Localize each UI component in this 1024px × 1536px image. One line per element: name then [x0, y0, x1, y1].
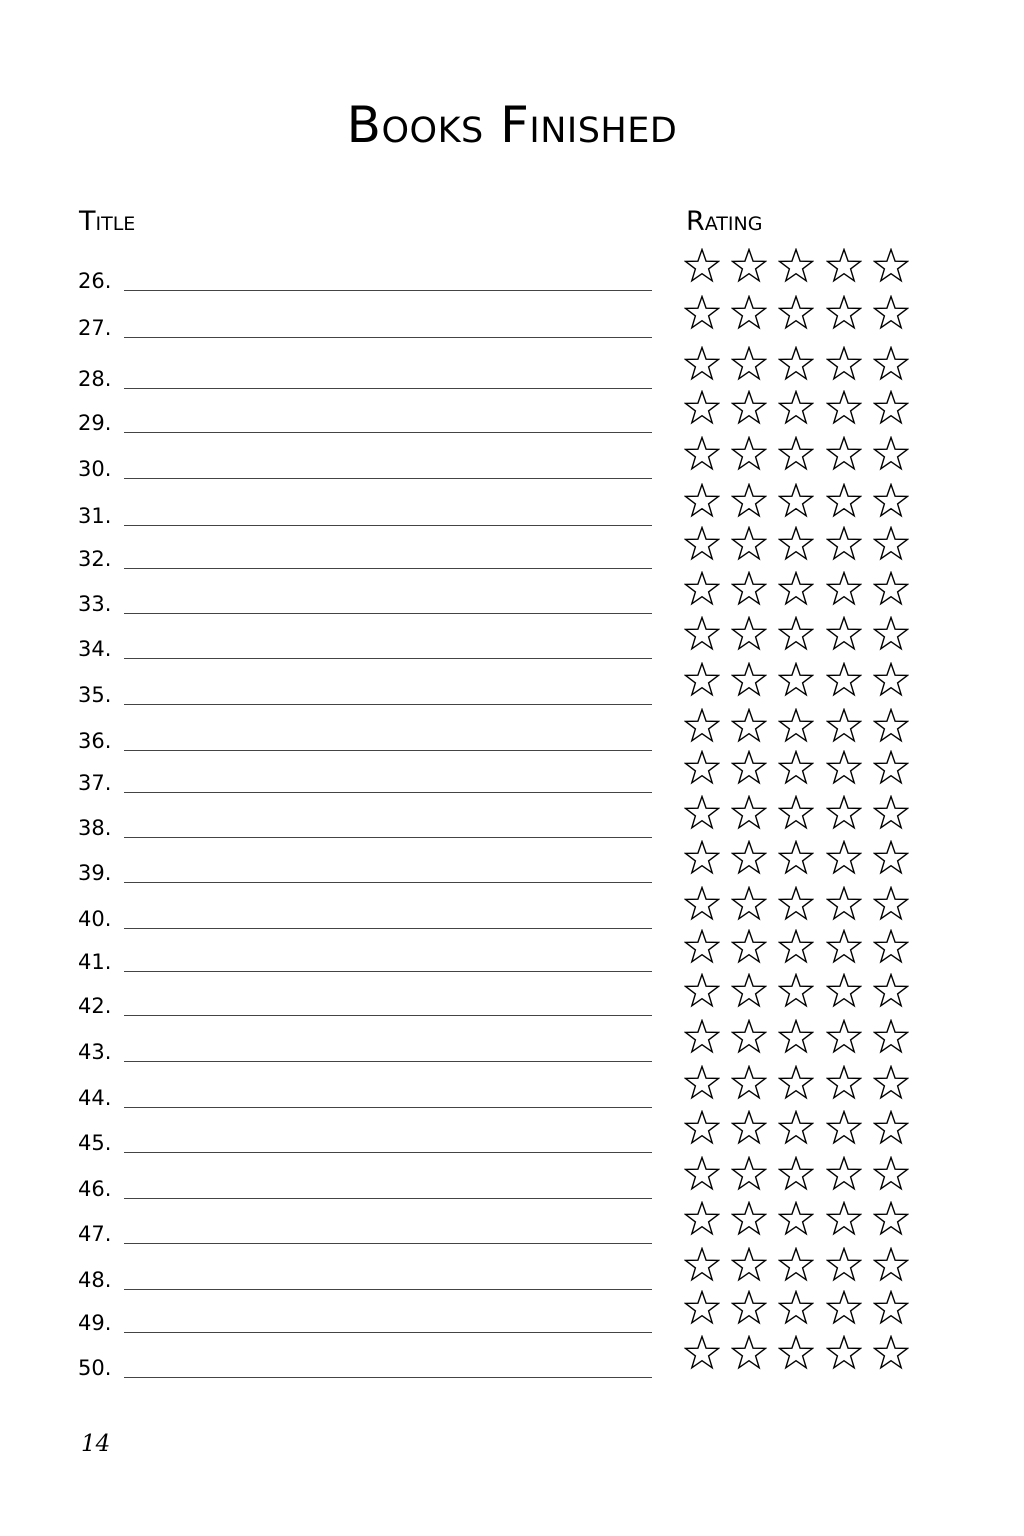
row-number: 44.	[78, 1086, 112, 1110]
star-outline-icon[interactable]	[731, 1290, 767, 1326]
title-entry-line[interactable]	[124, 613, 652, 614]
star-outline-icon[interactable]	[778, 248, 814, 284]
title-entry-line[interactable]	[124, 750, 652, 751]
star-outline-icon[interactable]	[873, 662, 909, 698]
star-outline-icon[interactable]	[826, 795, 862, 831]
star-outline-icon[interactable]	[778, 840, 814, 876]
star-outline-icon[interactable]	[731, 973, 767, 1009]
star-outline-icon[interactable]	[826, 571, 862, 607]
star-outline-icon[interactable]	[684, 973, 720, 1009]
star-outline-icon[interactable]	[731, 390, 767, 426]
star-rating	[684, 571, 914, 611]
star-outline-icon[interactable]	[684, 295, 720, 331]
star-outline-icon[interactable]	[684, 708, 720, 744]
star-outline-icon[interactable]	[731, 1335, 767, 1371]
star-outline-icon[interactable]	[873, 436, 909, 472]
star-outline-icon[interactable]	[826, 1335, 862, 1371]
star-outline-icon[interactable]	[684, 795, 720, 831]
star-outline-icon[interactable]	[731, 840, 767, 876]
star-outline-icon[interactable]	[778, 526, 814, 562]
star-outline-icon[interactable]	[826, 662, 862, 698]
page-title: Books Finished	[346, 96, 678, 154]
star-rating	[684, 662, 914, 702]
star-outline-icon[interactable]	[826, 1156, 862, 1192]
star-outline-icon[interactable]	[826, 436, 862, 472]
star-outline-icon[interactable]	[684, 616, 720, 652]
star-rating	[684, 295, 914, 335]
title-entry-line[interactable]	[124, 658, 652, 659]
row-number: 43.	[78, 1040, 112, 1064]
star-outline-icon[interactable]	[778, 1335, 814, 1371]
row-number: 49.	[78, 1311, 112, 1335]
star-outline-icon[interactable]	[731, 436, 767, 472]
row-number: 50.	[78, 1356, 112, 1380]
title-entry-line[interactable]	[124, 478, 652, 479]
star-outline-icon[interactable]	[731, 1110, 767, 1146]
row-number: 39.	[78, 861, 112, 885]
star-rating	[684, 750, 914, 790]
title-entry-line[interactable]	[124, 1152, 652, 1153]
star-rating	[684, 346, 914, 386]
star-outline-icon[interactable]	[731, 1156, 767, 1192]
star-rating	[684, 390, 914, 430]
star-rating	[684, 708, 914, 748]
star-outline-icon[interactable]	[826, 929, 862, 965]
star-outline-icon[interactable]	[826, 346, 862, 382]
star-outline-icon[interactable]	[778, 750, 814, 786]
star-outline-icon[interactable]	[778, 1019, 814, 1055]
book-row	[0, 1355, 1024, 1401]
title-entry-line[interactable]	[124, 882, 652, 883]
star-outline-icon[interactable]	[684, 1335, 720, 1371]
star-outline-icon[interactable]	[684, 1110, 720, 1146]
star-outline-icon[interactable]	[778, 295, 814, 331]
title-entry-line[interactable]	[124, 704, 652, 705]
star-rating	[684, 526, 914, 566]
star-outline-icon[interactable]	[684, 1290, 720, 1326]
row-number: 36.	[78, 729, 112, 753]
title-entry-line[interactable]	[124, 1198, 652, 1199]
star-outline-icon[interactable]	[778, 390, 814, 426]
title-entry-line[interactable]	[124, 971, 652, 972]
title-entry-line[interactable]	[124, 1332, 652, 1333]
star-outline-icon[interactable]	[873, 248, 909, 284]
star-outline-icon[interactable]	[731, 1065, 767, 1101]
row-number: 40.	[78, 907, 112, 931]
star-outline-icon[interactable]	[731, 483, 767, 519]
star-outline-icon[interactable]	[684, 436, 720, 472]
star-outline-icon[interactable]	[826, 1065, 862, 1101]
star-outline-icon[interactable]	[778, 483, 814, 519]
star-outline-icon[interactable]	[731, 1019, 767, 1055]
star-outline-icon[interactable]	[684, 1201, 720, 1237]
star-outline-icon[interactable]	[778, 1110, 814, 1146]
title-entry-line[interactable]	[124, 568, 652, 569]
star-outline-icon[interactable]	[778, 929, 814, 965]
star-outline-icon[interactable]	[731, 526, 767, 562]
star-outline-icon[interactable]	[873, 526, 909, 562]
star-outline-icon[interactable]	[873, 1201, 909, 1237]
title-entry-line[interactable]	[124, 432, 652, 433]
star-outline-icon[interactable]	[826, 483, 862, 519]
star-outline-icon[interactable]	[684, 346, 720, 382]
star-outline-icon[interactable]	[873, 1247, 909, 1283]
star-outline-icon[interactable]	[731, 571, 767, 607]
star-outline-icon[interactable]	[873, 750, 909, 786]
star-outline-icon[interactable]	[778, 346, 814, 382]
star-outline-icon[interactable]	[826, 526, 862, 562]
star-outline-icon[interactable]	[873, 840, 909, 876]
star-outline-icon[interactable]	[731, 795, 767, 831]
star-outline-icon[interactable]	[826, 750, 862, 786]
star-rating	[684, 248, 914, 288]
row-number: 34.	[78, 637, 112, 661]
star-outline-icon[interactable]	[684, 1247, 720, 1283]
star-outline-icon[interactable]	[873, 1156, 909, 1192]
star-outline-icon[interactable]	[873, 1290, 909, 1326]
star-outline-icon[interactable]	[731, 248, 767, 284]
star-outline-icon[interactable]	[684, 886, 720, 922]
star-rating	[684, 886, 914, 926]
star-outline-icon[interactable]	[778, 616, 814, 652]
star-outline-icon[interactable]	[826, 1201, 862, 1237]
star-rating	[684, 929, 914, 969]
title-entry-line[interactable]	[124, 1289, 652, 1290]
title-entry-line[interactable]	[124, 1377, 652, 1378]
star-outline-icon[interactable]	[684, 1019, 720, 1055]
row-number: 31.	[78, 504, 112, 528]
title-entry-line[interactable]	[124, 928, 652, 929]
title-entry-line[interactable]	[124, 792, 652, 793]
row-number: 28.	[78, 367, 112, 391]
star-outline-icon[interactable]	[778, 571, 814, 607]
star-outline-icon[interactable]	[873, 1065, 909, 1101]
star-outline-icon[interactable]	[684, 1156, 720, 1192]
row-number: 35.	[78, 683, 112, 707]
star-outline-icon[interactable]	[873, 390, 909, 426]
star-outline-icon[interactable]	[826, 616, 862, 652]
star-outline-icon[interactable]	[731, 929, 767, 965]
title-entry-line[interactable]	[124, 1243, 652, 1244]
title-entry-line[interactable]	[124, 837, 652, 838]
title-entry-line[interactable]	[124, 388, 652, 389]
star-outline-icon[interactable]	[731, 662, 767, 698]
star-rating	[684, 616, 914, 656]
star-rating	[684, 1290, 914, 1330]
rating-column-header: Rating	[686, 206, 763, 237]
row-number: 47.	[78, 1222, 112, 1246]
star-rating	[684, 1065, 914, 1105]
star-outline-icon[interactable]	[778, 1247, 814, 1283]
star-outline-icon[interactable]	[826, 390, 862, 426]
star-outline-icon[interactable]	[731, 616, 767, 652]
star-outline-icon[interactable]	[731, 886, 767, 922]
star-outline-icon[interactable]	[826, 886, 862, 922]
star-outline-icon[interactable]	[826, 1247, 862, 1283]
star-outline-icon[interactable]	[778, 1201, 814, 1237]
star-rating	[684, 1019, 914, 1059]
star-outline-icon[interactable]	[826, 1019, 862, 1055]
star-outline-icon[interactable]	[731, 750, 767, 786]
star-outline-icon[interactable]	[873, 929, 909, 965]
star-outline-icon[interactable]	[873, 886, 909, 922]
star-outline-icon[interactable]	[778, 708, 814, 744]
title-entry-line[interactable]	[124, 1107, 652, 1108]
title-entry-line[interactable]	[124, 1015, 652, 1016]
title-entry-line[interactable]	[124, 337, 652, 338]
star-outline-icon[interactable]	[778, 1290, 814, 1326]
star-outline-icon[interactable]	[778, 1156, 814, 1192]
star-outline-icon[interactable]	[684, 390, 720, 426]
star-outline-icon[interactable]	[873, 1335, 909, 1371]
title-entry-line[interactable]	[124, 1061, 652, 1062]
title-entry-line[interactable]	[124, 290, 652, 291]
star-rating	[684, 973, 914, 1013]
row-number: 41.	[78, 950, 112, 974]
star-rating	[684, 795, 914, 835]
row-number: 38.	[78, 816, 112, 840]
row-number: 45.	[78, 1131, 112, 1155]
star-outline-icon[interactable]	[684, 750, 720, 786]
row-number: 37.	[78, 771, 112, 795]
star-rating	[684, 840, 914, 880]
star-rating	[684, 1201, 914, 1241]
star-outline-icon[interactable]	[826, 973, 862, 1009]
star-outline-icon[interactable]	[684, 483, 720, 519]
star-outline-icon[interactable]	[684, 248, 720, 284]
star-outline-icon[interactable]	[826, 1110, 862, 1146]
star-outline-icon[interactable]	[731, 1247, 767, 1283]
row-number: 46.	[78, 1177, 112, 1201]
star-rating	[684, 1156, 914, 1196]
star-outline-icon[interactable]	[826, 840, 862, 876]
row-number: 29.	[78, 411, 112, 435]
row-number: 42.	[78, 994, 112, 1018]
star-outline-icon[interactable]	[873, 1019, 909, 1055]
star-outline-icon[interactable]	[778, 886, 814, 922]
star-rating	[684, 1247, 914, 1287]
title-column-header: Title	[79, 206, 136, 237]
star-outline-icon[interactable]	[826, 1290, 862, 1326]
star-outline-icon[interactable]	[873, 973, 909, 1009]
star-rating	[684, 1110, 914, 1150]
star-outline-icon[interactable]	[873, 795, 909, 831]
row-number: 32.	[78, 547, 112, 571]
star-outline-icon[interactable]	[778, 795, 814, 831]
star-outline-icon[interactable]	[873, 616, 909, 652]
star-outline-icon[interactable]	[684, 840, 720, 876]
star-outline-icon[interactable]	[684, 929, 720, 965]
star-outline-icon[interactable]	[684, 526, 720, 562]
star-outline-icon[interactable]	[778, 436, 814, 472]
star-outline-icon[interactable]	[684, 662, 720, 698]
row-number: 33.	[78, 592, 112, 616]
star-rating	[684, 483, 914, 523]
star-outline-icon[interactable]	[826, 708, 862, 744]
star-rating	[684, 1335, 914, 1375]
star-outline-icon[interactable]	[873, 708, 909, 744]
row-number: 30.	[78, 457, 112, 481]
star-outline-icon[interactable]	[731, 346, 767, 382]
row-number: 27.	[78, 316, 112, 340]
star-outline-icon[interactable]	[778, 662, 814, 698]
star-outline-icon[interactable]	[873, 571, 909, 607]
star-outline-icon[interactable]	[826, 248, 862, 284]
star-outline-icon[interactable]	[873, 295, 909, 331]
star-outline-icon[interactable]	[873, 346, 909, 382]
row-number: 26.	[78, 269, 112, 293]
row-number: 48.	[78, 1268, 112, 1292]
star-outline-icon[interactable]	[778, 1065, 814, 1101]
star-outline-icon[interactable]	[684, 571, 720, 607]
star-outline-icon[interactable]	[731, 1201, 767, 1237]
star-rating	[684, 436, 914, 476]
page-number: 14	[81, 1431, 111, 1457]
star-outline-icon[interactable]	[873, 1110, 909, 1146]
star-outline-icon[interactable]	[731, 295, 767, 331]
star-outline-icon[interactable]	[873, 483, 909, 519]
star-outline-icon[interactable]	[778, 973, 814, 1009]
star-outline-icon[interactable]	[684, 1065, 720, 1101]
title-entry-line[interactable]	[124, 525, 652, 526]
star-outline-icon[interactable]	[826, 295, 862, 331]
star-outline-icon[interactable]	[731, 708, 767, 744]
